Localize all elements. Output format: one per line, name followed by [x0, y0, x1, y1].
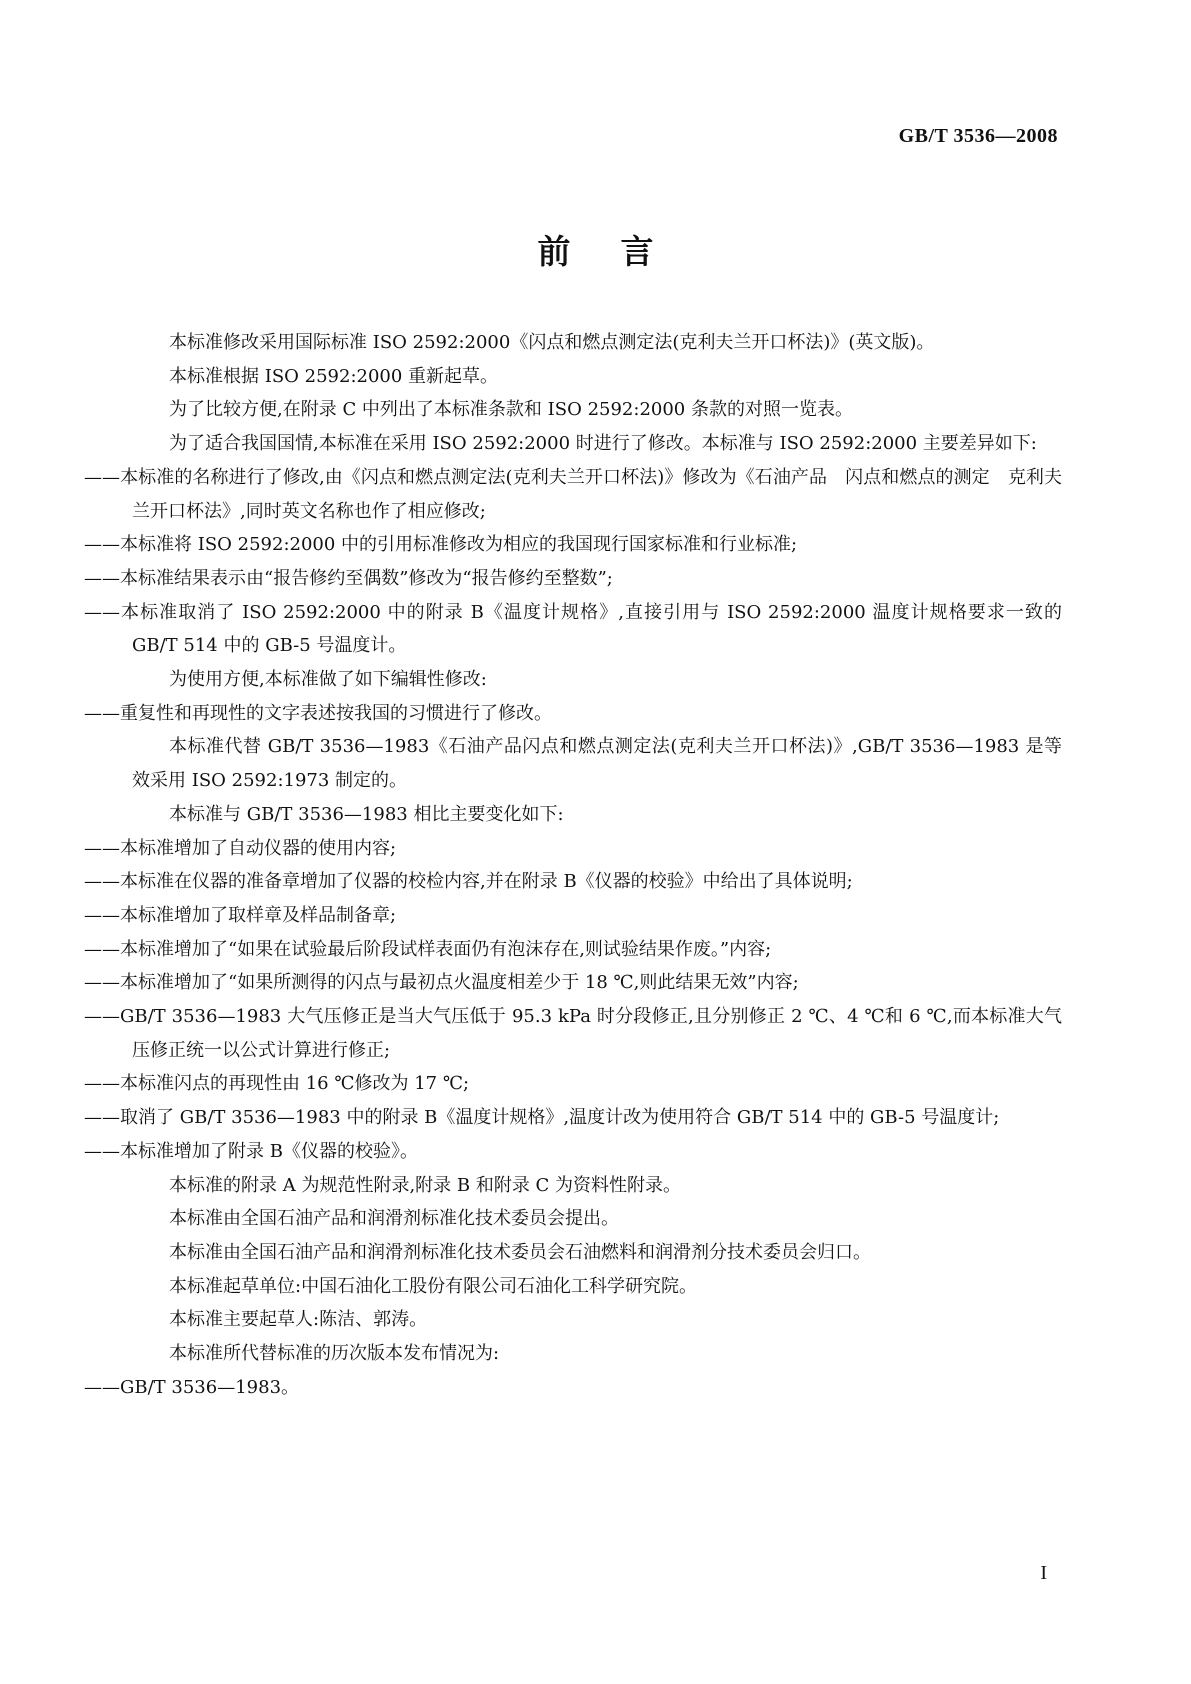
page-number: I — [1040, 1562, 1047, 1584]
paragraph: 为了适合我国国情,本标准在采用 ISO 2592:2000 时进行了修改。本标准与 ISO 2592:2000 主要差异如下: — [169, 433, 1037, 455]
dash-list-item: ——本标准将 ISO 2592:2000 中的引用标准修改为相应的我国现行国家标准和行业标准; — [84, 534, 798, 556]
dash-list-item: ——本标准增加了附录 B《仪器的校验》。 — [84, 1140, 418, 1162]
dash-list-item: ——重复性和再现性的文字表述按我国的习惯进行了修改。 — [84, 702, 552, 724]
paragraph: 本标准代替 GB/T 3536—1983《石油产品闪点和燃点测定法(克利夫兰开口杯法)》,GB/T 3536—1983 是等效采用 ISO 2592:1973 制定的。 — [132, 736, 1062, 792]
dash-list-item: ——本标准闪点的再现性由 16 ℃修改为 17 ℃; — [84, 1073, 470, 1095]
paragraph: 为使用方便,本标准做了如下编辑性修改: — [169, 669, 487, 691]
paragraph: 本标准起草单位:中国石油化工股份有限公司石油化工科学研究院。 — [169, 1275, 698, 1297]
paragraph: 本标准由全国石油产品和润滑剂标准化技术委员会石油燃料和润滑剂分技术委员会归口。 — [169, 1241, 871, 1263]
paragraph: 本标准的附录 A 为规范性附录,附录 B 和附录 C 为资料性附录。 — [169, 1174, 682, 1196]
paragraph: 本标准由全国石油产品和润滑剂标准化技术委员会提出。 — [169, 1208, 619, 1230]
dash-list-item: ——本标准增加了取样章及样品制备章; — [84, 904, 397, 926]
paragraph: 本标准根据 ISO 2592:2000 重新起草。 — [169, 365, 499, 387]
paragraph: 为了比较方便,在附录 C 中列出了本标准条款和 ISO 2592:2000 条款的对照一览表。 — [169, 399, 853, 421]
paragraph: 本标准与 GB/T 3536—1983 相比主要变化如下: — [169, 803, 564, 825]
paragraph: 本标准修改采用国际标准 ISO 2592:2000《闪点和燃点测定法(克利夫兰开口杯法)》(英文版)。 — [169, 332, 935, 353]
paragraph: 本标准主要起草人:陈洁、郭涛。 — [169, 1309, 428, 1331]
dash-list-item: ——本标准增加了“如果在试验最后阶段试样表面仍有泡沫存在,则试验结果作废。”内容; — [84, 938, 772, 960]
dash-list-item: ——本标准增加了“如果所测得的闪点与最初点火温度相差少于 18 ℃,则此结果无效”内容; — [84, 972, 799, 994]
dash-list-item: ——本标准取消了 ISO 2592:2000 中的附录 B《温度计规格》,直接引用与 ISO 2592:2000 温度计规格要求一致的 GB/T 514 中的 GB-5 号温度计。 — [84, 601, 1062, 657]
standard-code: GB/T 3536—2008 — [898, 125, 1058, 147]
dash-list-item: ——本标准结果表示由“报告修约至偶数”修改为“报告修约至整数”; — [84, 567, 613, 589]
dash-list-item: ——GB/T 3536—1983 大气压修正是当大气压低于 95.3 kPa 时分段修正,且分别修正 2 ℃、4 ℃和 6 ℃,而本标准大气压修正统一以公式计算进行修正; — [84, 1006, 1062, 1061]
dash-list-item: ——GB/T 3536—1983。 — [84, 1376, 300, 1398]
dash-list-item: ——取消了 GB/T 3536—1983 中的附录 B《温度计规格》,温度计改为使用符合 GB/T 514 中的 GB-5 号温度计; — [84, 1107, 1000, 1129]
page-title: 前言 — [537, 232, 704, 271]
document-body — [84, 326, 1062, 1405]
dash-list-item: ——本标准增加了自动仪器的使用内容; — [84, 837, 397, 859]
dash-list-item: ——本标准在仪器的准备章增加了仪器的校检内容,并在附录 B《仪器的校验》中给出了具体说明; — [84, 871, 853, 893]
dash-list-item: ——本标准的名称进行了修改,由《闪点和燃点测定法(克利夫兰开口杯法)》修改为《石油产品 闪点和燃点的测定 克利夫兰开口杯法》,同时英文名称也作了相应修改; — [84, 466, 1062, 522]
paragraph: 本标准所代替标准的历次版本发布情况为: — [169, 1343, 500, 1365]
